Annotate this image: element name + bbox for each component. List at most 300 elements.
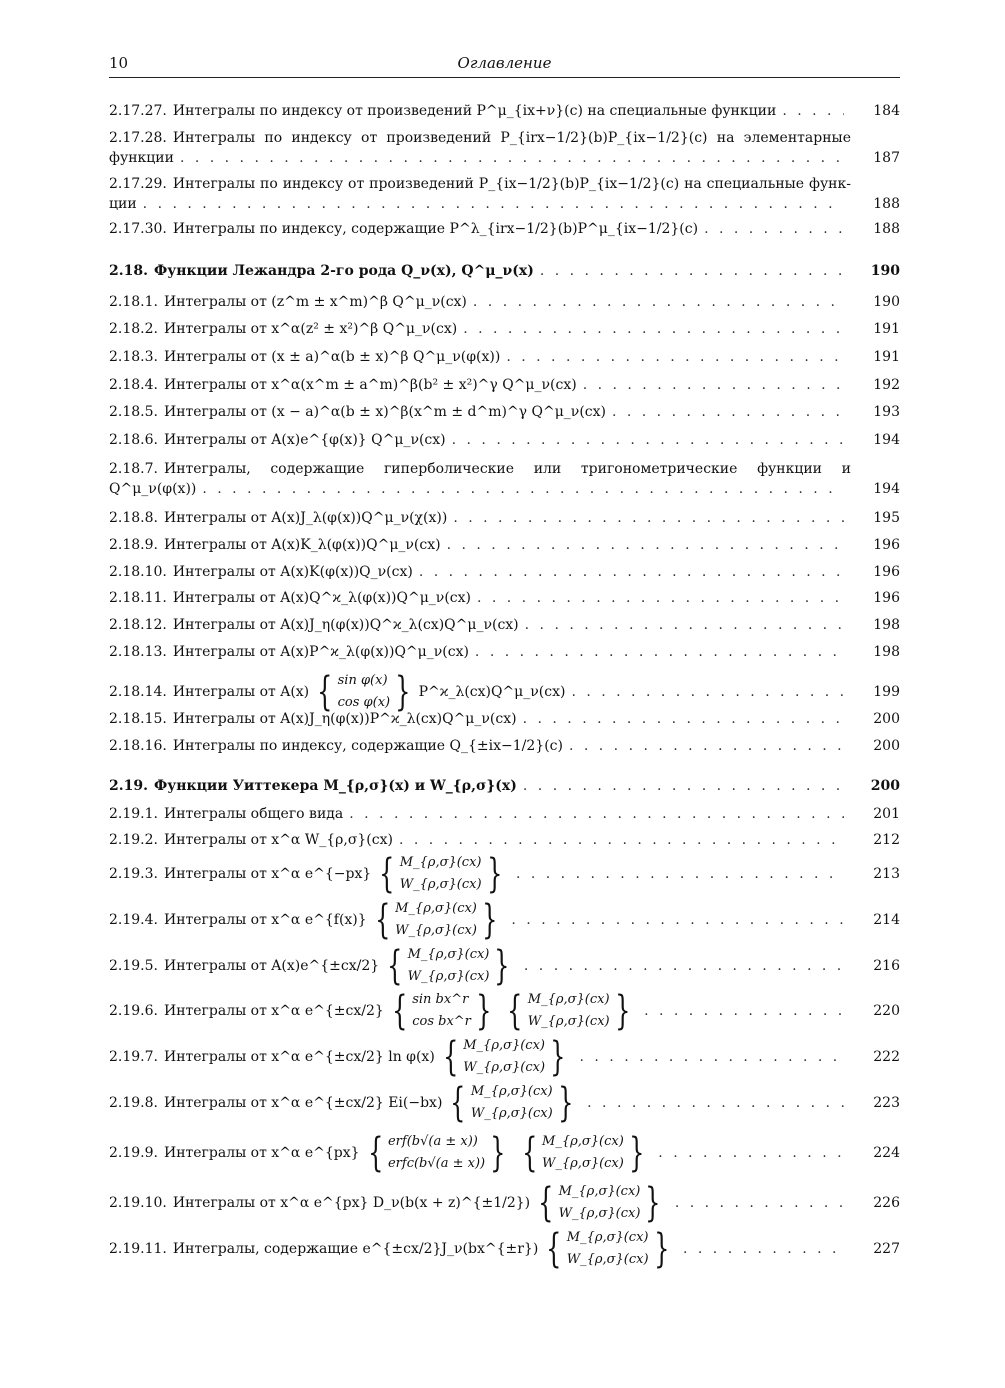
entry-title: Интегралы от A(x)J_η(φ(x))P^ϰ_λ(cx)Q^μ_ν(cx) xyxy=(172,711,517,727)
entry-line xyxy=(109,831,900,849)
stack-lines xyxy=(567,1227,649,1271)
stack-line: cos bx^r xyxy=(412,1014,471,1029)
entry-number: 2.17.29. xyxy=(109,176,167,192)
toc-entry[interactable] xyxy=(109,589,900,607)
page-ref[interactable]: 188 xyxy=(873,196,900,212)
entry-number: 2.19.2. xyxy=(109,832,158,848)
entry-number: 2.19.3. xyxy=(109,866,158,882)
leader-dots xyxy=(658,1144,844,1162)
page-ref[interactable]: 187 xyxy=(873,150,900,166)
entry-number: 2.18.14. xyxy=(109,684,167,700)
leader-dots xyxy=(143,195,844,213)
toc-entry[interactable] xyxy=(109,1181,900,1225)
toc-entry[interactable] xyxy=(109,536,900,554)
stack-line: W_{ρ,σ}(cx) xyxy=(527,1014,610,1029)
stack-line: W_{ρ,σ}(cx) xyxy=(566,1252,649,1267)
entry-label xyxy=(109,509,447,527)
entry-line xyxy=(109,320,900,338)
entry-line xyxy=(109,403,900,421)
leader-dots xyxy=(202,480,844,498)
leader-dots xyxy=(180,149,844,167)
toc-entry[interactable] xyxy=(109,944,900,988)
page-ref[interactable]: 194 xyxy=(873,432,900,448)
brace-stack xyxy=(517,1131,650,1175)
entry-label xyxy=(109,898,505,942)
leader-dots xyxy=(612,403,844,421)
entry-label xyxy=(109,262,534,280)
page-ref[interactable]: 191 xyxy=(873,349,900,365)
entry-title: Интегралы от A(x)J_η(φ(x))Q^ϰ_λ(cx)Q^μ_ν(cx) xyxy=(172,617,519,633)
entry-title: Интегралы общего вида xyxy=(163,806,344,822)
entry-line xyxy=(109,710,900,728)
stack-line: M_{ρ,σ}(cx) xyxy=(527,992,610,1007)
right-brace: } xyxy=(653,1226,669,1272)
leader-dots xyxy=(675,1194,844,1212)
toc-entry[interactable] xyxy=(109,129,900,167)
header-rule xyxy=(109,77,900,78)
entry-line xyxy=(109,1128,900,1178)
entry-title: Интегралы, содержащие гиперболические или тригонометрические функции и xyxy=(163,461,851,477)
toc-entry[interactable] xyxy=(109,460,900,498)
entry-title: Интегралы от A(x)K_λ(φ(x))Q^μ_ν(cx) xyxy=(163,537,441,553)
stack-lines xyxy=(559,1181,641,1225)
toc-entry[interactable] xyxy=(109,989,900,1033)
stack-lines xyxy=(400,852,482,896)
entry-number: 2.19.6. xyxy=(109,1003,158,1019)
left-brace: { xyxy=(379,851,395,897)
stack-line: erfc(b√(a ± x)) xyxy=(387,1156,486,1171)
entry-number: 2.18.6. xyxy=(109,432,158,448)
right-brace: } xyxy=(395,669,411,715)
entry-title: Интегралы от x^α W_{ρ,σ}(cx) xyxy=(163,832,393,848)
entry-label xyxy=(109,852,510,896)
entry-label xyxy=(109,293,467,311)
entry-line xyxy=(109,643,900,661)
toc-entry[interactable] xyxy=(109,1128,900,1178)
stack-lines xyxy=(528,989,610,1033)
right-brace: } xyxy=(482,897,498,943)
entry-label xyxy=(109,989,638,1033)
toc-entry[interactable] xyxy=(109,348,900,366)
right-brace: } xyxy=(557,1080,574,1126)
toc-entry[interactable] xyxy=(109,643,900,661)
leader-dots xyxy=(644,1002,844,1020)
toc-entry[interactable] xyxy=(109,220,900,238)
toc-entry[interactable] xyxy=(109,805,900,823)
entry-title: Интегралы от x^α e^{−px} xyxy=(163,866,372,882)
entry-label xyxy=(109,536,441,554)
entry-number: 2.17.30. xyxy=(109,221,167,237)
toc-entry[interactable] xyxy=(109,616,900,634)
leader-dots xyxy=(683,1240,844,1258)
entry-text xyxy=(109,460,851,478)
toc-entry[interactable] xyxy=(109,431,900,449)
toc-entry[interactable] xyxy=(109,563,900,581)
entry-number: 2.18. xyxy=(109,263,148,279)
entry-number: 2.18.3. xyxy=(109,349,158,365)
entry-line xyxy=(109,944,900,988)
entry-label xyxy=(109,348,500,366)
entry-line xyxy=(109,293,900,311)
entry-title: Интегралы от x^α e^{±cx/2} ln φ(x) xyxy=(163,1049,435,1065)
page-ref[interactable]: 227 xyxy=(873,1241,900,1257)
stack-lines xyxy=(388,1131,485,1175)
entry-title: Интегралы по индексу от произведений P_{irx−1/2}(b)P_{ix−1/2}(c) на элементарные xyxy=(172,130,851,146)
entry-title: Интегралы от x^α e^{±cx/2} xyxy=(163,1003,384,1019)
entry-number: 2.18.2. xyxy=(109,321,158,337)
entry-line xyxy=(109,1035,900,1079)
page-ref[interactable]: 188 xyxy=(873,221,900,237)
stack-line: M_{ρ,σ}(cx) xyxy=(395,901,477,916)
toc-entry[interactable] xyxy=(109,831,900,849)
page-ref[interactable]: 193 xyxy=(873,404,900,420)
entry-number: 2.18.12. xyxy=(109,617,167,633)
entry-line xyxy=(109,1081,900,1125)
entry-title: Интегралы от x^α e^{px} D_ν(b(x + z)^{±1/2}) xyxy=(172,1195,531,1211)
stack-line: M_{ρ,σ}(cx) xyxy=(558,1184,641,1199)
entry-line xyxy=(109,737,900,755)
entry-label xyxy=(109,944,518,988)
entry-number: 2.19.4. xyxy=(109,912,158,928)
entry-title-cont: ции xyxy=(109,196,137,212)
leader-dots xyxy=(419,563,844,581)
entry-number: 2.18.13. xyxy=(109,644,167,660)
entry-number: 2.18.5. xyxy=(109,404,158,420)
left-brace: { xyxy=(507,988,523,1034)
brace-stack xyxy=(438,1035,571,1079)
left-brace: { xyxy=(442,1034,459,1080)
page-ref[interactable]: 199 xyxy=(873,684,900,700)
page-ref[interactable]: 224 xyxy=(873,1145,900,1161)
toc-entry[interactable] xyxy=(109,737,900,755)
entry-line xyxy=(109,536,900,554)
toc-entry[interactable] xyxy=(109,376,900,394)
entry-line xyxy=(109,898,900,942)
page-ref[interactable]: 184 xyxy=(873,103,900,119)
page-ref[interactable]: 222 xyxy=(873,1049,900,1065)
page-ref[interactable]: 196 xyxy=(873,537,900,553)
entry-line xyxy=(109,509,900,527)
stack-line: W_{ρ,σ}(cx) xyxy=(407,969,490,984)
stack-lines xyxy=(463,1035,545,1079)
page-number: 10 xyxy=(109,54,129,72)
left-brace: { xyxy=(546,1226,562,1272)
leader-dots xyxy=(704,220,844,238)
entry-label xyxy=(109,805,343,823)
entry-line xyxy=(109,262,900,280)
entry-title: Интегралы от A(x)Q^ϰ_λ(φ(x))Q^μ_ν(cx) xyxy=(172,590,471,606)
leader-dots xyxy=(580,1048,845,1066)
leader-dots xyxy=(524,957,844,975)
entry-line-1 xyxy=(109,129,900,147)
entry-line-1 xyxy=(109,175,900,193)
stack-line: cos φ(x) xyxy=(337,695,391,710)
entry-line xyxy=(109,1181,900,1225)
left-brace: { xyxy=(317,669,333,715)
entry-line xyxy=(109,852,900,896)
brace-stack xyxy=(533,1181,666,1225)
entry-label xyxy=(109,1227,677,1271)
entry-title: Интегралы от A(x)P^ϰ_λ(φ(x))Q^μ_ν(cx) xyxy=(172,644,469,660)
leader-dots xyxy=(525,616,844,634)
entry-label xyxy=(109,643,469,661)
page-ref[interactable]: 201 xyxy=(873,806,900,822)
brace-stack xyxy=(382,944,515,988)
toc-entry[interactable] xyxy=(109,403,900,421)
toc-entry[interactable] xyxy=(109,670,900,714)
entry-label xyxy=(109,320,457,338)
leader-dots xyxy=(540,262,844,280)
brace-stack xyxy=(387,989,497,1033)
entry-line-2 xyxy=(109,149,900,167)
stack-line: sin φ(x) xyxy=(337,673,388,688)
toc-entry[interactable] xyxy=(109,102,900,120)
stack-line: M_{ρ,σ}(cx) xyxy=(407,947,490,962)
leader-dots xyxy=(516,865,844,883)
page-ref[interactable]: 213 xyxy=(873,866,900,882)
entry-number: 2.18.10. xyxy=(109,564,167,580)
page-ref[interactable]: 198 xyxy=(873,644,900,660)
stack-line: M_{ρ,σ}(cx) xyxy=(566,1230,649,1245)
stack-line: W_{ρ,σ}(cx) xyxy=(399,877,482,892)
entry-title: Интегралы от x^α e^{f(x)} xyxy=(163,912,367,928)
entry-title: Интегралы от x^α e^{±cx/2} Ei(−bx) xyxy=(163,1095,443,1111)
entry-number: 2.17.28. xyxy=(109,130,167,146)
leader-dots xyxy=(399,831,844,849)
entry-text xyxy=(109,175,851,193)
stack-lines xyxy=(542,1131,624,1175)
entry-title: Интегралы от A(x) xyxy=(172,684,310,700)
leader-dots xyxy=(782,102,844,120)
entry-title: Интегралы от A(x)K(φ(x))Q_ν(cx) xyxy=(172,564,413,580)
leader-dots xyxy=(477,589,844,607)
entry-number: 2.19.7. xyxy=(109,1049,158,1065)
leader-dots xyxy=(587,1094,844,1112)
stack-line: W_{ρ,σ}(cx) xyxy=(558,1206,641,1221)
entry-number: 2.18.15. xyxy=(109,711,167,727)
entry-title: Интегралы по индексу от произведений P_{ix−1/2}(b)P_{ix−1/2}(c) на специальные функ- xyxy=(172,176,851,192)
entry-title: Интегралы от x^α(x^m ± a^m)^β(b² ± x²)^γ Q^μ_ν(cx) xyxy=(163,377,577,393)
stack-line: M_{ρ,σ}(cx) xyxy=(542,1134,624,1149)
entry-label xyxy=(109,710,517,728)
leader-dots xyxy=(523,710,844,728)
toc-section[interactable] xyxy=(109,777,900,795)
left-brace: { xyxy=(387,943,403,989)
page-ref[interactable]: 196 xyxy=(873,590,900,606)
entry-label xyxy=(109,376,577,394)
entry-number: 2.18.1. xyxy=(109,294,158,310)
entry-line xyxy=(109,348,900,366)
page-ref[interactable]: 200 xyxy=(873,711,900,727)
brace-stack xyxy=(312,670,415,714)
entry-title: Интегралы по индексу, содержащие P^λ_{irx−1/2}(b)P^μ_{ix−1/2}(c) xyxy=(172,221,699,237)
entry-label xyxy=(109,1131,652,1175)
leader-dots xyxy=(349,805,844,823)
toc-entry[interactable] xyxy=(109,320,900,338)
right-brace: } xyxy=(494,943,510,989)
page-ref[interactable]: 190 xyxy=(873,294,900,310)
entry-label xyxy=(109,1081,581,1125)
leader-dots xyxy=(475,643,844,661)
leader-dots xyxy=(569,737,844,755)
entry-label xyxy=(109,102,776,120)
entry-title-cont: Q^μ_ν(φ(x)) xyxy=(109,481,197,497)
entry-label xyxy=(109,670,565,714)
stack-line: erf(b√(a ± x)) xyxy=(387,1134,478,1149)
stack-line: M_{ρ,σ}(cx) xyxy=(463,1038,545,1053)
entry-label xyxy=(109,1035,574,1079)
entry-title: Интегралы от (z^m ± x^m)^β Q^μ_ν(cx) xyxy=(163,294,467,310)
entry-title: Интегралы от A(x)e^{±cx/2} xyxy=(163,958,380,974)
brace-stack xyxy=(374,852,507,896)
entry-number: 2.18.9. xyxy=(109,537,158,553)
entry-line xyxy=(109,989,900,1033)
page-ref[interactable]: 190 xyxy=(870,263,900,279)
brace-stack xyxy=(502,989,635,1033)
left-brace: { xyxy=(367,1130,383,1176)
stack-lines xyxy=(395,898,477,942)
toc-entry[interactable] xyxy=(109,293,900,311)
entry-number: 2.18.8. xyxy=(109,510,158,526)
stack-lines xyxy=(471,1081,553,1125)
toc-entry[interactable] xyxy=(109,898,900,942)
toc-entry[interactable] xyxy=(109,509,900,527)
toc-entry[interactable] xyxy=(109,175,900,213)
leader-dots xyxy=(523,777,844,795)
entry-title: Интегралы от (x − a)^α(b ± x)^β(x^m ± d^m)^γ Q^μ_ν(cx) xyxy=(163,404,606,420)
page-ref[interactable]: 226 xyxy=(873,1195,900,1211)
entry-title: Функции Уиттекера M_{ρ,σ}(x) и W_{ρ,σ}(x) xyxy=(153,778,517,794)
toc-entry[interactable] xyxy=(109,710,900,728)
stack-line: M_{ρ,σ}(cx) xyxy=(470,1084,553,1099)
entry-label xyxy=(109,563,413,581)
entry-number: 2.19.1. xyxy=(109,806,158,822)
page-ref[interactable]: 223 xyxy=(873,1095,900,1111)
entry-line xyxy=(109,563,900,581)
stack-lines xyxy=(412,989,471,1033)
left-brace: { xyxy=(391,988,408,1034)
page-ref[interactable]: 198 xyxy=(873,617,900,633)
leader-dots xyxy=(452,431,844,449)
page-ref[interactable]: 220 xyxy=(873,1003,900,1019)
entry-title: Функции Лежандра 2-го рода Q_ν(x), Q^μ_ν(x) xyxy=(153,263,534,279)
entry-title: Интегралы от x^α(z² ± x²)^β Q^μ_ν(cx) xyxy=(163,321,458,337)
entry-line xyxy=(109,220,900,238)
running-header xyxy=(109,54,900,76)
leader-dots xyxy=(463,320,844,338)
stack-line: M_{ρ,σ}(cx) xyxy=(399,855,482,870)
page-ref[interactable]: 200 xyxy=(870,778,900,794)
right-brace: } xyxy=(550,1034,566,1080)
entry-number: 2.18.7. xyxy=(109,461,158,477)
entry-number: 2.18.16. xyxy=(109,738,167,754)
entry-title-cont: функции xyxy=(109,150,174,166)
entry-title: Интегралы от x^α e^{px} xyxy=(163,1145,360,1161)
page-ref[interactable]: 196 xyxy=(873,564,900,580)
page-ref[interactable]: 200 xyxy=(873,738,900,754)
entry-line xyxy=(109,670,900,714)
leader-dots xyxy=(571,683,844,701)
entry-number: 2.19.9. xyxy=(109,1145,158,1161)
entry-line xyxy=(109,777,900,795)
entry-label xyxy=(109,616,519,634)
right-brace: } xyxy=(490,1130,506,1176)
entry-text xyxy=(109,129,851,147)
toc-entry[interactable] xyxy=(109,1035,900,1079)
entry-line xyxy=(109,431,900,449)
entry-line xyxy=(109,616,900,634)
entry-title: Интегралы от A(x)J_λ(φ(x))Q^μ_ν(χ(x)) xyxy=(163,510,448,526)
leader-dots xyxy=(453,509,844,527)
entry-label xyxy=(109,403,606,421)
entry-label xyxy=(109,589,471,607)
entry-title: Интегралы, содержащие e^{±cx/2}J_ν(bx^{±r}) xyxy=(172,1241,539,1257)
entry-title: Интегралы от A(x)e^{φ(x)} Q^μ_ν(cx) xyxy=(163,432,446,448)
brace-stack xyxy=(370,898,503,942)
leader-dots xyxy=(473,293,844,311)
entry-line xyxy=(109,376,900,394)
entry-number: 2.19.8. xyxy=(109,1095,158,1111)
entry-number: 2.18.11. xyxy=(109,590,167,606)
entry-label xyxy=(109,220,698,238)
toc-entry[interactable] xyxy=(109,852,900,896)
entry-line-2 xyxy=(109,195,900,213)
toc-entry[interactable] xyxy=(109,1227,900,1271)
leader-dots xyxy=(447,536,844,554)
left-brace: { xyxy=(521,1130,537,1176)
page-ref[interactable]: 194 xyxy=(873,481,900,497)
entry-line xyxy=(109,1227,900,1271)
stack-lines xyxy=(408,944,490,988)
page-ref[interactable]: 191 xyxy=(873,321,900,337)
toc-section[interactable] xyxy=(109,262,900,280)
brace-stack xyxy=(541,1227,674,1271)
stack-line: sin bx^r xyxy=(412,992,469,1007)
right-brace: } xyxy=(475,988,492,1034)
leader-dots xyxy=(583,376,844,394)
brace-stack xyxy=(363,1131,511,1175)
right-brace: } xyxy=(628,1130,645,1176)
entry-label xyxy=(109,831,393,849)
entry-number: 2.19.5. xyxy=(109,958,158,974)
toc-entry[interactable] xyxy=(109,1081,900,1125)
page-ref[interactable]: 216 xyxy=(873,958,900,974)
stack-line: W_{ρ,σ}(cx) xyxy=(463,1060,546,1075)
leader-dots xyxy=(506,348,844,366)
stack-lines xyxy=(338,670,391,714)
entry-number: 2.19.11. xyxy=(109,1241,167,1257)
entry-label xyxy=(109,737,563,755)
entry-title: Интегралы по индексу, содержащие Q_{±ix−1/2}(c) xyxy=(172,738,563,754)
stack-line: W_{ρ,σ}(cx) xyxy=(470,1106,553,1121)
stack-line: W_{ρ,σ}(cx) xyxy=(542,1156,624,1171)
entry-number: 2.19.10. xyxy=(109,1195,167,1211)
header-title: Оглавление xyxy=(457,54,552,72)
entry-label xyxy=(109,431,446,449)
page-ref[interactable]: 214 xyxy=(873,912,900,928)
left-brace: { xyxy=(374,897,391,943)
page-ref[interactable]: 212 xyxy=(873,832,900,848)
brace-stack xyxy=(445,1081,578,1125)
page-ref[interactable]: 192 xyxy=(873,377,900,393)
entry-title: Интегралы от (x ± a)^α(b ± x)^β Q^μ_ν(φ(x)) xyxy=(163,349,501,365)
stack-line: W_{ρ,σ}(cx) xyxy=(395,923,477,938)
right-brace: } xyxy=(645,1180,661,1226)
left-brace: { xyxy=(450,1080,466,1126)
page-ref[interactable]: 195 xyxy=(873,510,900,526)
entry-number: 2.19. xyxy=(109,778,148,794)
leader-dots xyxy=(511,911,844,929)
